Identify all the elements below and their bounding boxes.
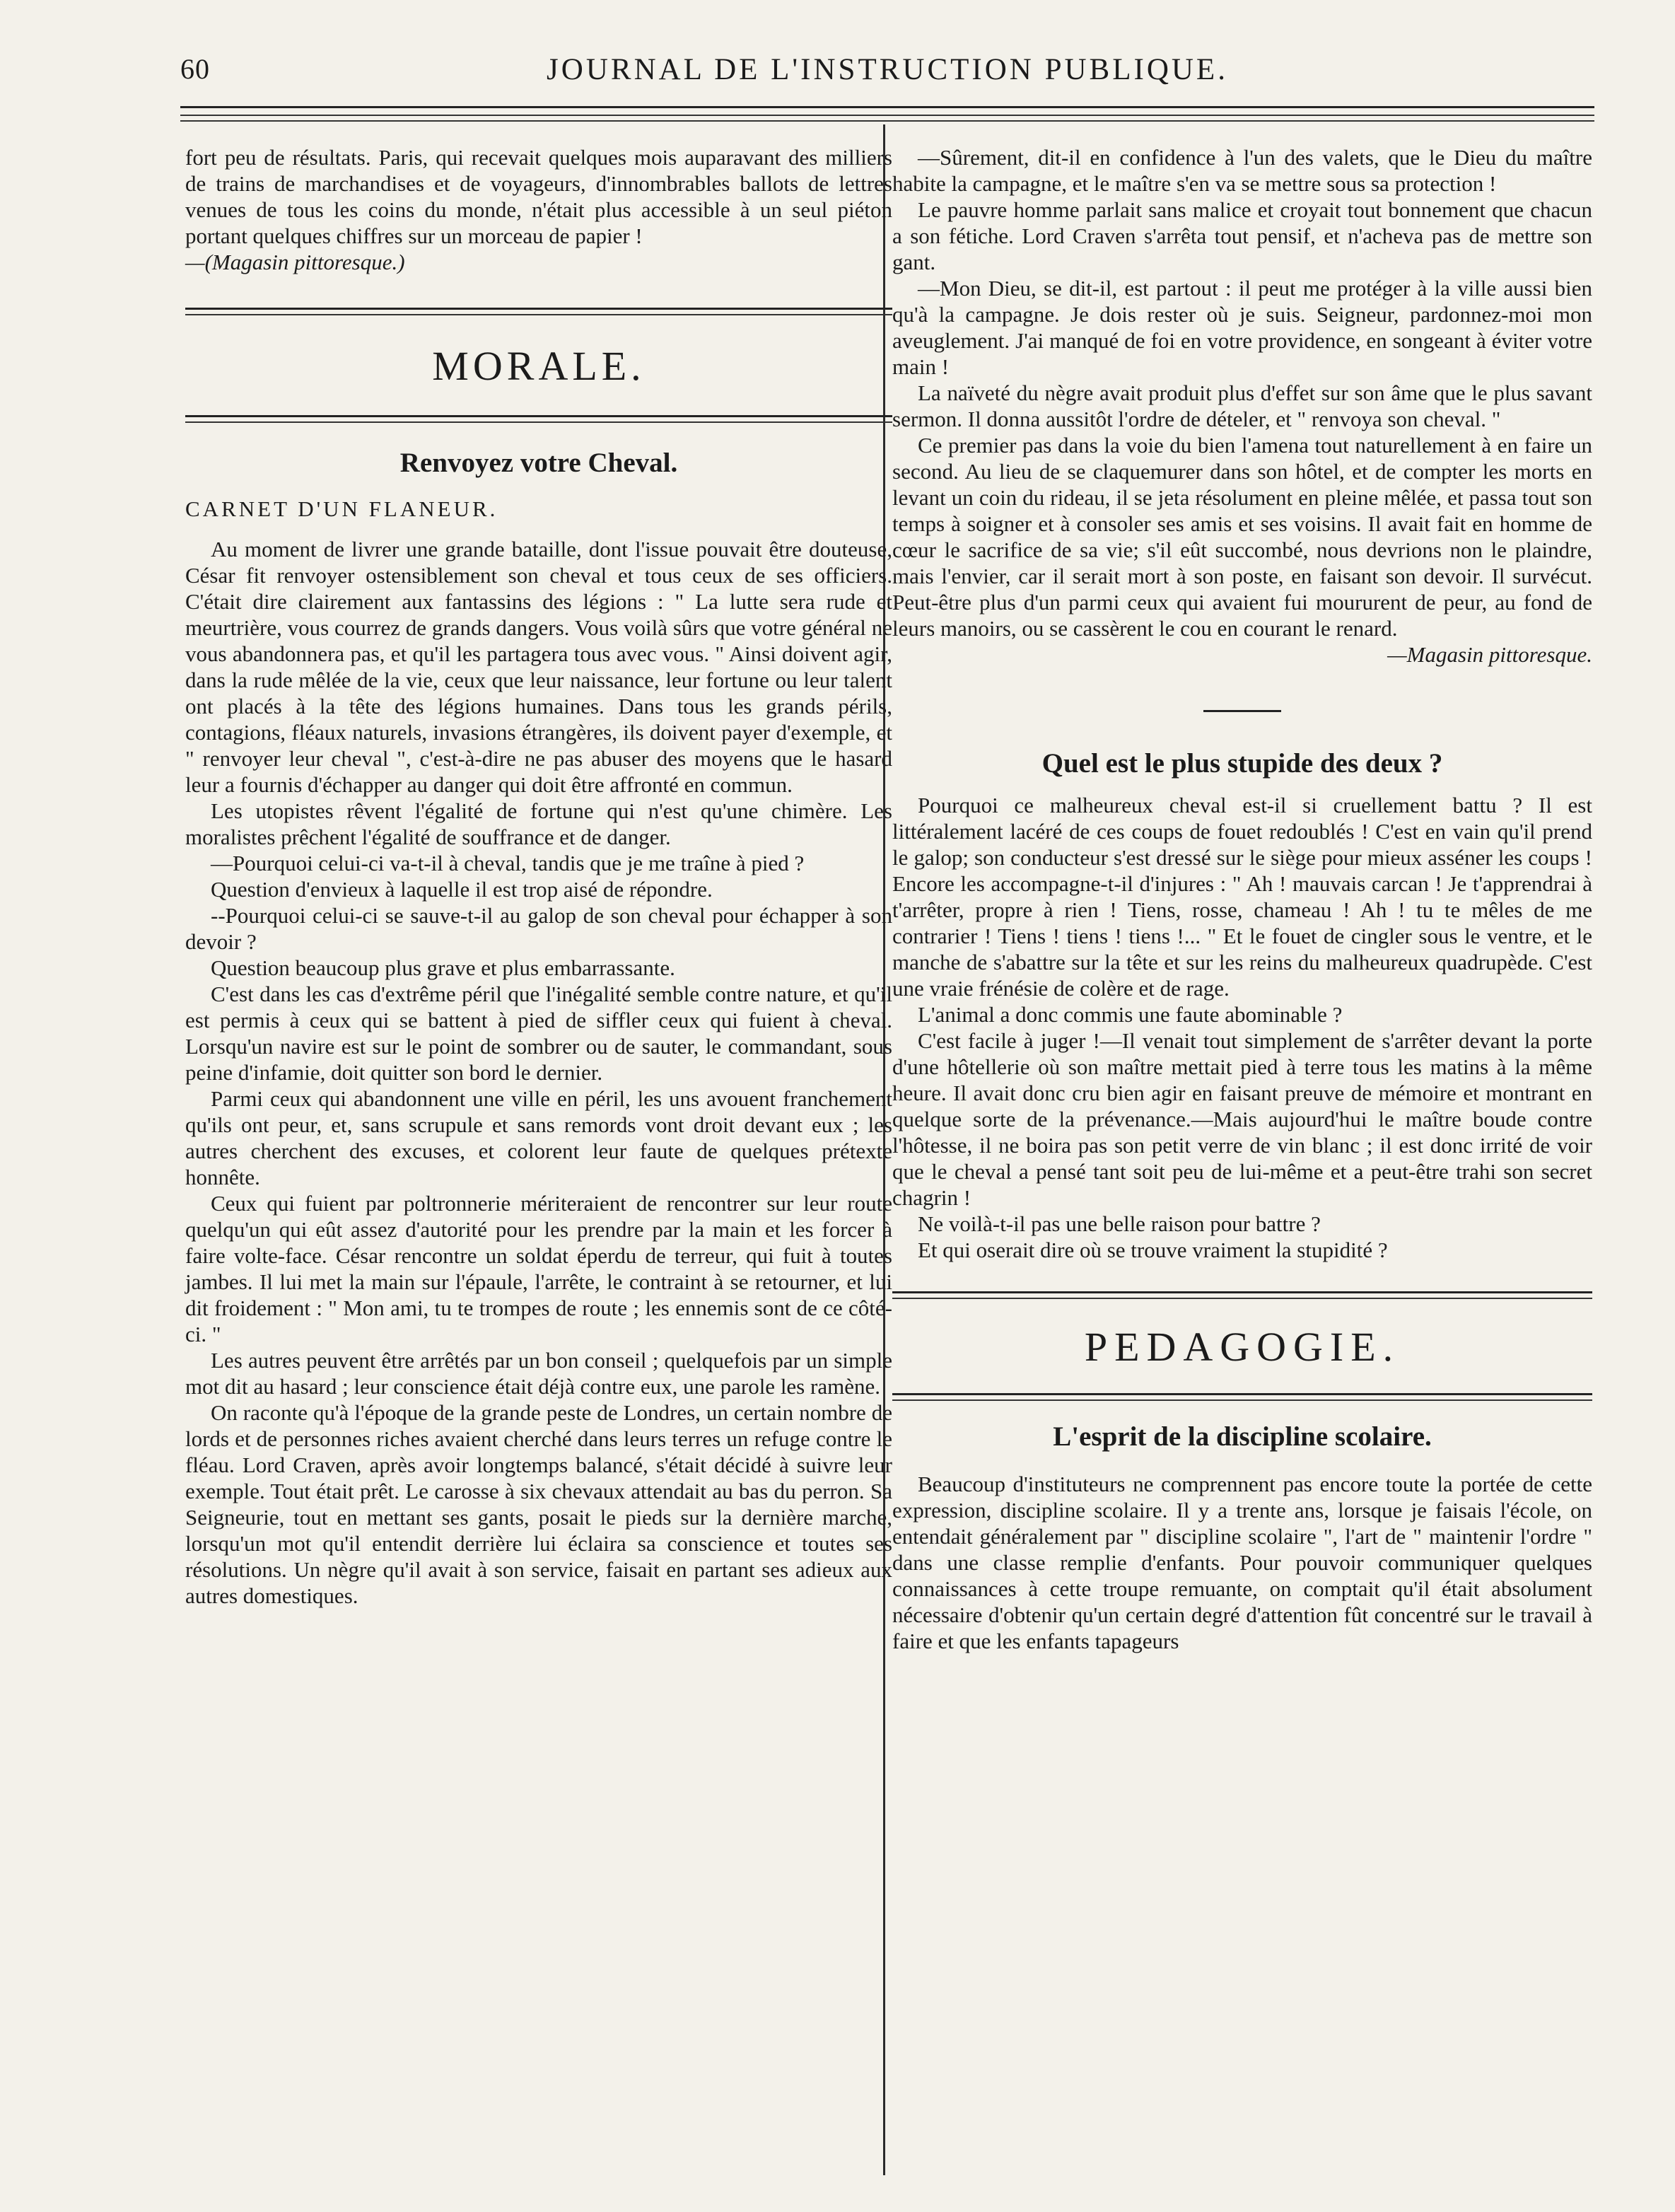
intro-paragraph: fort peu de résultats. Paris, qui recevait quelques mois auparavant des milliers de trains de marchandises et de voyageurs, d'innombrables ballots de lettres venues de tous les coins du monde, n'était plus accessible à un seul piéton portant quelques chiffres sur un morceau de papier ! — [185, 145, 892, 248]
intro-source: —(Magasin pittoresque.) — [185, 250, 405, 274]
paragraph: Beaucoup d'instituteurs ne comprennent pas encore toute la portée de cette expression, discipline scolaire. Il y a trente ans, lorsque je faisais l'école, on entendait généralement par " discipline scolaire ", l'art de " maintenir l'ordre " dans une classe remplie d'enfants. Pour pouvoir communiquer quelques connaissances à cette troupe remuante, on comptait qu'il était absolument nécessaire d'obtenir qu'un certain degré d'attention fût concentré sur le travail à faire et que les enfants tapageurs — [892, 1472, 1592, 1653]
section-title-pedagogie: PEDAGOGIE. — [1084, 1324, 1401, 1370]
short-separator — [1203, 710, 1281, 712]
paragraph: L'animal a donc commis une faute abominable ? — [918, 1002, 1343, 1027]
paragraph: Les utopistes rêvent l'égalité de fortune qui n'est qu'une chimère. Les moralistes prêchent l'égalité de souffrance et de danger. — [185, 798, 892, 849]
paragraph: On raconte qu'à l'époque de la grande peste de Londres, un certain nombre de lords et de personnes riches avaient cherché dans leurs terres un refuge contre le fléau. Lord Craven, après avoir longtemps balancé, s'était décidé à suivre leur exemple. Tout était prêt. Le carosse à six chevaux attendait au bas du perron. Sa Seigneurie, tout en mettant ses gants, posait le pieds sur la dernière marche, lorsqu'un mot qu'il entendit derrière lui éclaira sa conscience et toutes ses résolutions. Un nègre qu'il avait à son service, faisait en partant ses adieux aux autres domestiques. — [185, 1400, 892, 1608]
paragraph: C'est facile à juger !—Il venait tout simplement de s'arrêter devant la porte d'une hôtellerie où son maître mettait pied à terre tous les matins à la même heure. Il avait donc cru bien agir en faisant preuve de mémoire et montrant en quelque sorte de la prévenance.—Mais aujourd'hui le maître boude contre l'hôtesse, il ne boira pas son petit verre de vin blanc ; il est donc irrité de voir que le cheval a pensé tant soit peu de lui-même et a peut-être trahi son secret chagrin ! — [892, 1028, 1592, 1210]
paragraph: Au moment de livrer une grande bataille, dont l'issue pouvait être douteuse, César fit renvoyer ostensiblement son cheval et tous ceux de ses officiers. C'était dire clairement aux fantassins des légions : " La lutte sera rude et meurtrière, vous courrez de grands dangers. Vous voilà sûrs que votre général ne vous abandonnera pas, et qu'il les partagera tous avec vous. " Ainsi doivent agir, dans la rude mêlée de la vie, ceux que leur naissance, leur fortune ou leur talent ont placés à la tête des légions humaines. Dans tous les grands périls, contagions, fléaux naturels, invasions étrangères, ils doivent payer d'exemple, et " renvoyer leur cheval ", c'est-à-dire ne pas abuser des moyens que le hasard leur a fournis d'échapper au danger qui doit être affronté en commun. — [185, 537, 892, 797]
journal-title: JOURNAL DE L'INSTRUCTION PUBLIQUE. — [547, 53, 1228, 86]
page-number: 60 — [180, 53, 210, 85]
paragraph: —Mon Dieu, se dit-il, est partout : il peut me protéger à la ville aussi bien qu'à la campagne. Je dois rester où je suis. Seigneur, pardonnez-moi mon aveuglement. J'ai manqué de foi en votre providence, en songeant à éviter votre main ! — [892, 276, 1592, 379]
paragraph: C'est dans les cas d'extrême péril que l'inégalité semble contre nature, et qu'il est permis à ceux qui se battent à pied de siffler ceux qui fuient à cheval. Lorsqu'un navire est sur le point de sombrer ou de sauter, le commandant, sous peine d'infamie, doit quitter son bord le dernier. — [185, 982, 892, 1085]
article-title-discipline: L'esprit de la discipline scolaire. — [1053, 1421, 1432, 1452]
paragraph: Les autres peuvent être arrêtés par un bon conseil ; quelquefois par un simple mot dit au hasard ; leur conscience était déjà contre eux, une parole les ramène. — [185, 1348, 892, 1399]
article-subtitle: CARNET D'UN FLANEUR. — [185, 496, 498, 521]
page-header — [180, 52, 1594, 95]
article-title-stupide: Quel est le plus stupide des deux ? — [1041, 748, 1443, 779]
paragraph: Pourquoi ce malheureux cheval est-il si cruellement battu ? Il est littéralement lacéré de ces coups de fouet redoublés ! C'est en vain qu'il prend le galop; son conducteur s'est dressé sur le siège pour mieux asséner les coups ! Encore les accompagne-t-il d'injures : " Ah ! mauvais carcan ! Je t'apprendrai à t'arrêter, propre à rien ! Tiens, rosse, chameau ! Ah ! tu te mêles de me contrarier ! Tiens ! tiens ! tiens !... " Et le fouet de cingler sous le ventre, et le manche de s'abattre sur la tête et sur les reins du malheureux quadrupède. C'est une vraie frénésie de colère et de rage. — [892, 793, 1592, 1001]
paragraph: —Sûrement, dit-il en confidence à l'un des valets, que le Dieu du maître habite la campagne, et le maître s'en va se mettre sous sa protection ! — [892, 145, 1592, 196]
source-magasin: —Magasin pittoresque. — [1387, 642, 1592, 667]
paragraph: Question d'envieux à laquelle il est trop aisé de répondre. — [211, 877, 713, 902]
paragraph: Parmi ceux qui abandonnent une ville en péril, les uns avouent franchement qu'ils ont peur, et, sans scrupule et sans remords vont droit devant eux ; les autres cherchent des excuses, et colorent leur faute de quelques prétexte honnête. — [185, 1086, 892, 1189]
left-column — [185, 144, 892, 1609]
header-rule — [180, 106, 1594, 116]
section-title-morale: MORALE. — [432, 343, 646, 389]
paragraph: Question beaucoup plus grave et plus embarrassante. — [211, 955, 675, 980]
paragraph: Ce premier pas dans la voie du bien l'amena tout naturellement à en faire un second. Au lieu de se claquemurer dans son hôtel, et de compter les morts en levant un coin du rideau, il se jeta résolument en pleine mêlée, et passa tout son temps à soigner et à consoler ses amis et ses voisins. Il avait fait en homme de cœur le sacrifice de sa vie; s'il eût succombé, nous devrions non le plaindre, mais l'envier, car il serait mort à son poste, en faisant son devoir. Il survécut. Peut-être plus d'un parmi ceux qui avaient fui moururent de peur, au fond de leurs manoirs, ou se cassèrent le cou en courant le renard. — [892, 433, 1592, 641]
paragraph: —Pourquoi celui-ci va-t-il à cheval, tandis que je me traîne à pied ? — [211, 851, 805, 875]
morale-rule-top — [185, 308, 892, 315]
header-rule-thin — [180, 120, 1594, 122]
pedagogie-rule-bottom — [892, 1393, 1592, 1401]
paragraph: Le pauvre homme parlait sans malice et croyait tout bonnement que chacun a son fétiche. Lord Craven s'arrêta tout pensif, et n'acheva pas de mettre son gant. — [892, 197, 1592, 274]
pedagogie-rule-top — [892, 1291, 1592, 1299]
paragraph: Ne voilà-t-il pas une belle raison pour battre ? — [918, 1211, 1321, 1236]
paragraph: --Pourquoi celui-ci se sauve-t-il au galop de son cheval pour échapper à son devoir ? — [185, 903, 892, 954]
right-column — [892, 144, 1592, 1654]
paragraph: Ceux qui fuient par poltronnerie mériteraient de rencontrer sur leur route quelqu'un qui eût assez d'autorité pour les prendre par la main et les forcer à faire volte-face. César rencontre un soldat éperdu de terreur, qui fuit à toutes jambes. Il lui met la main sur l'épaule, l'arrête, le contraint à se retourner, et lui dit froidement : " Mon ami, tu te trompes de route ; les ennemis sont de ce côté-ci. " — [185, 1191, 892, 1346]
morale-rule-bottom — [185, 415, 892, 423]
paragraph: La naïveté du nègre avait produit plus d'effet sur son âme que le plus savant sermon. Il donna aussitôt l'ordre de dételer, et " renvoya son cheval. " — [892, 380, 1592, 431]
article-title-renvoyez: Renvoyez votre Cheval. — [399, 448, 678, 478]
paragraph: Et qui oserait dire où se trouve vraiment la stupidité ? — [918, 1238, 1388, 1262]
